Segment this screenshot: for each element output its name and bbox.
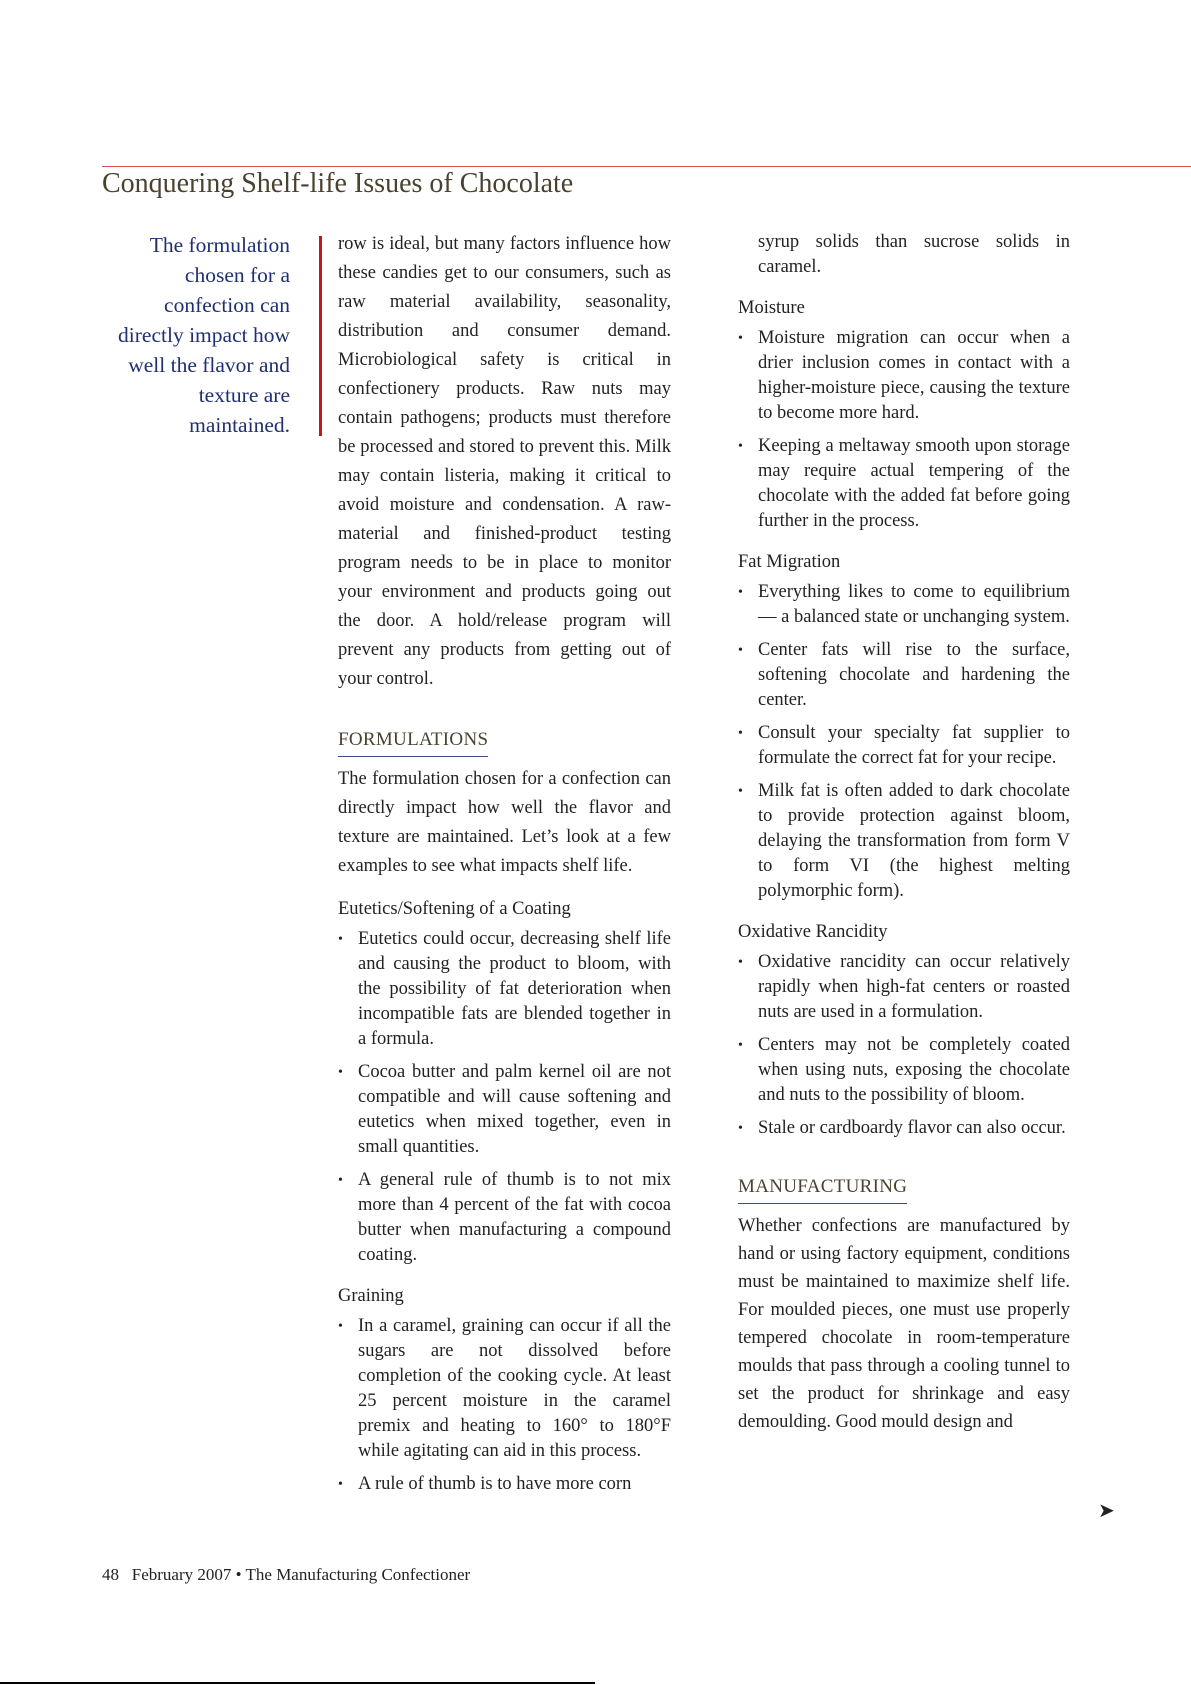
section-heading-manufacturing: MANUFACTURING [738, 1173, 907, 1204]
list-item: • A rule of thumb is to have more corn [338, 1472, 671, 1497]
section-heading-formulations: FORMULATIONS [338, 726, 488, 757]
manufacturing-paragraph: Whether confections are manufactured by hand or using factory equipment, conditions must be maintained to maximize shelf life. For moulded pieces, one must use properly tempered chocolate in room-temperature moulds that pass through a cooling tunnel to set the product for shrinkage and easy demoulding. Good mould design and [738, 1216, 1070, 1432]
subheading-eutectics: Eutetics/Softening of a Coating [338, 899, 571, 919]
list-item: • Cocoa butter and palm kernel oil are not compatible and will cause softening and eutetics when mixed together, even in small quantities. [338, 1060, 671, 1160]
page-footer [102, 1565, 470, 1585]
continuation-paragraph: syrup solids than sucrose solids in caramel. [758, 232, 1070, 277]
list-item: • Centers may not be completely coated when using nuts, exposing the chocolate and nuts to the possibility of bloom. [738, 1033, 1070, 1108]
pull-quote-bar [319, 236, 322, 436]
fat-migration-list [738, 580, 1070, 904]
list-item: • Stale or cardboardy flavor can also occur. [738, 1116, 1070, 1141]
arrow-right-icon: ➤ [1098, 1500, 1115, 1522]
moisture-list [738, 326, 1070, 534]
subheading-moisture: Moisture [738, 298, 805, 318]
pull-quote: The formulation chosen for a confection can directly impact how well the flavor and texture are maintained. [118, 233, 290, 437]
list-item: • Oxidative rancidity can occur relatively rapidly when high-fat centers or roasted nuts are used in a formulation. [738, 950, 1070, 1025]
list-item: • Moisture migration can occur when a drier inclusion comes in contact with a higher-moisture piece, causing the texture to become more hard. [738, 326, 1070, 426]
list-item: • Milk fat is often added to dark chocolate to provide protection against bloom, delaying the transformation from form V to form VI (the highest melting polymorphic form). [738, 779, 1070, 904]
graining-list [338, 1314, 671, 1497]
list-item: • A general rule of thumb is to not mix more than 4 percent of the fat with cocoa butter when manufacturing a compound coating. [338, 1168, 671, 1268]
list-item: • In a caramel, graining can occur if all the sugars are not dissolved before completion of the cooking cycle. At least 25 percent moisture in the caramel premix and heating to 160° to 180°F while agitating can aid in this process. [338, 1314, 671, 1464]
intro-paragraph: row is ideal, but many factors influence how these candies get to our consumers, such as raw material availability, seasonality, distribution and consumer demand. Microbiological safety is critical in confectionery products. Raw nuts may contain pathogens; products must therefore be processed and stored to prevent this. Milk may contain listeria, making it critical to avoid moisture and condensation. A raw-material and finished-product testing program needs to be in place to monitor your environment and products going out the door. A hold/release program will prevent any products from getting out of your control. [338, 234, 671, 689]
list-item: • Eutetics could occur, decreasing shelf life and causing the product to bloom, with the possibility of fat deterioration when incompatible fats are blended together in a formula. [338, 927, 671, 1052]
column-1 [338, 230, 671, 1505]
header-rule [102, 166, 1191, 167]
oxidative-list [738, 950, 1070, 1141]
bottom-edge-line [0, 1682, 595, 1684]
list-item: • Everything likes to come to equilibrium — a balanced state or unchanging system. [738, 580, 1070, 630]
page-number: 48 [102, 1565, 119, 1584]
eutectics-list [338, 927, 671, 1268]
list-item: • Keeping a meltaway smooth upon storage may require actual tempering of the chocolate with the added fat before going further in the process. [738, 434, 1070, 534]
list-item: • Center fats will rise to the surface, softening chocolate and hardening the center. [738, 638, 1070, 713]
issue-label: February 2007 • The Manufacturing Confectioner [131, 1565, 471, 1584]
formulations-paragraph: The formulation chosen for a confection can directly impact how well the flavor and texture are maintained. Let’s look at a few examples to see what impacts shelf life. [338, 769, 671, 876]
list-item: • Consult your specialty fat supplier to formulate the correct fat for your recipe. [738, 721, 1070, 771]
subheading-graining: Graining [338, 1286, 404, 1306]
column-2 [738, 230, 1070, 1444]
subheading-oxidative-rancidity: Oxidative Rancidity [738, 922, 888, 942]
page-title: Conquering Shelf-life Issues of Chocolate [102, 168, 574, 199]
subheading-fat-migration: Fat Migration [738, 552, 841, 572]
